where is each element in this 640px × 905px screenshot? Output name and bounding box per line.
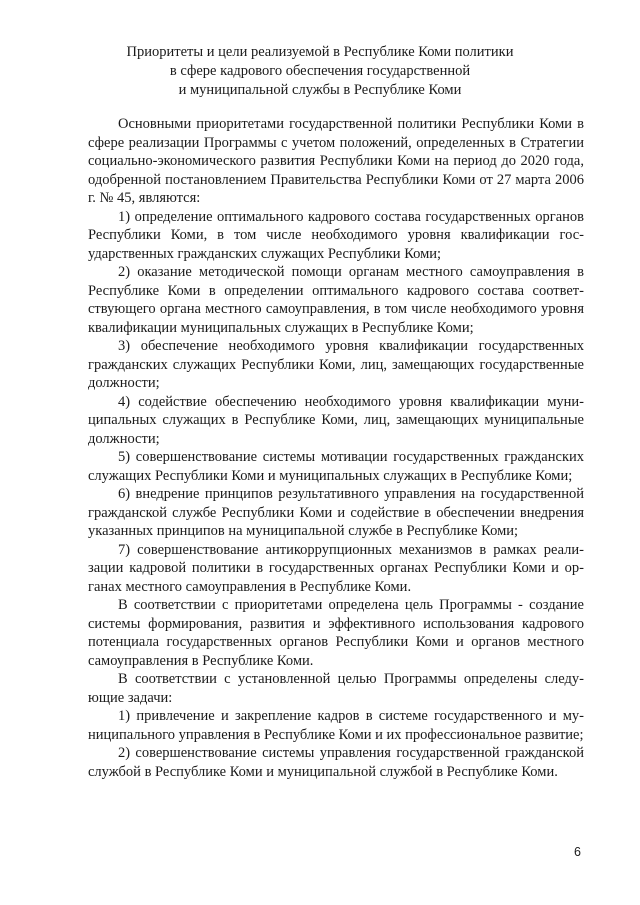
paragraph-priority-3: 3) обеспечение необходимого уровня квалификации государственных гражданских служащих Республики Коми, лиц, замещающих государственные должности; <box>88 338 584 391</box>
title-line: Приоритеты и цели реализуемой в Республике Коми политики <box>126 44 514 60</box>
paragraph-intro: Основными приоритетами государственной политики Республики Коми в сфере реализации Программы с учетом положений, определенных в Стратегии социально-экономического развития Республики Коми на период до 2020 года, одобренной постановлением Правительства Республики Коми от 27 марта 2006 г. № 45, являются: <box>88 116 584 206</box>
paragraph-priority-6: 6) внедрение принципов результативного управления на государственной гражданской службе Республики Коми и содействие в обеспечении внедрения указанных принципов на муниципальной службе в Республике Коми; <box>88 486 584 539</box>
paragraph-tasks-intro: В соответствии с установленной целью Программы определены следующие задачи: <box>88 671 584 706</box>
paragraph-goal: В соответствии с приоритетами определена цель Программы - создание системы формирования, развития и эффективного использования кадрового потенциала государственных органов Республики Коми и органов местного самоуправления в Республике Коми. <box>88 597 584 669</box>
paragraph-priority-2: 2) оказание методической помощи органам местного самоуправления в Республике Коми в определении оптимального кадрового состава соответствующего органа местного самоуправления, в том числе необходимого уровня квалификации муниципальных служащих в Республике Коми; <box>88 264 584 336</box>
document-body <box>88 115 584 781</box>
paragraph-priority-4: 4) содействие обеспечению необходимого уровня квалификации муниципальных служащих в Республике Коми, лиц, замещающих муниципальные должности; <box>88 393 584 447</box>
paragraph-task-1: 1) привлечение и закрепление кадров в системе государственного и муниципального управления в Республике Коми и их профессиональное развитие; <box>88 708 584 743</box>
paragraph-priority-5: 5) совершенствование системы мотивации государственных гражданских служащих Республики Коми и муниципальных служащих в Республике Коми; <box>88 449 584 484</box>
title-line: и муниципальной службы в Республике Коми <box>178 82 462 98</box>
paragraph-priority-1: 1) определение оптимального кадрового состава государственных органов Республики Коми, в том числе необходимого уровня квалификации государственных гражданских служащих Республики Коми; <box>88 208 584 262</box>
page-number: 6 <box>574 845 581 859</box>
title-line: в сфере кадрового обеспечения государственной <box>169 63 471 79</box>
paragraph-priority-7: 7) совершенствование антикоррупционных механизмов в рамках реализации кадровой политики в государственных органах Республики Коми и органах местного самоуправления в Республике Коми. <box>88 541 584 595</box>
document-title <box>80 43 560 100</box>
paragraph-task-2: 2) совершенствование системы управления государственной гражданской службой в Республике Коми и муниципальной службой в Республике Коми. <box>88 745 584 780</box>
